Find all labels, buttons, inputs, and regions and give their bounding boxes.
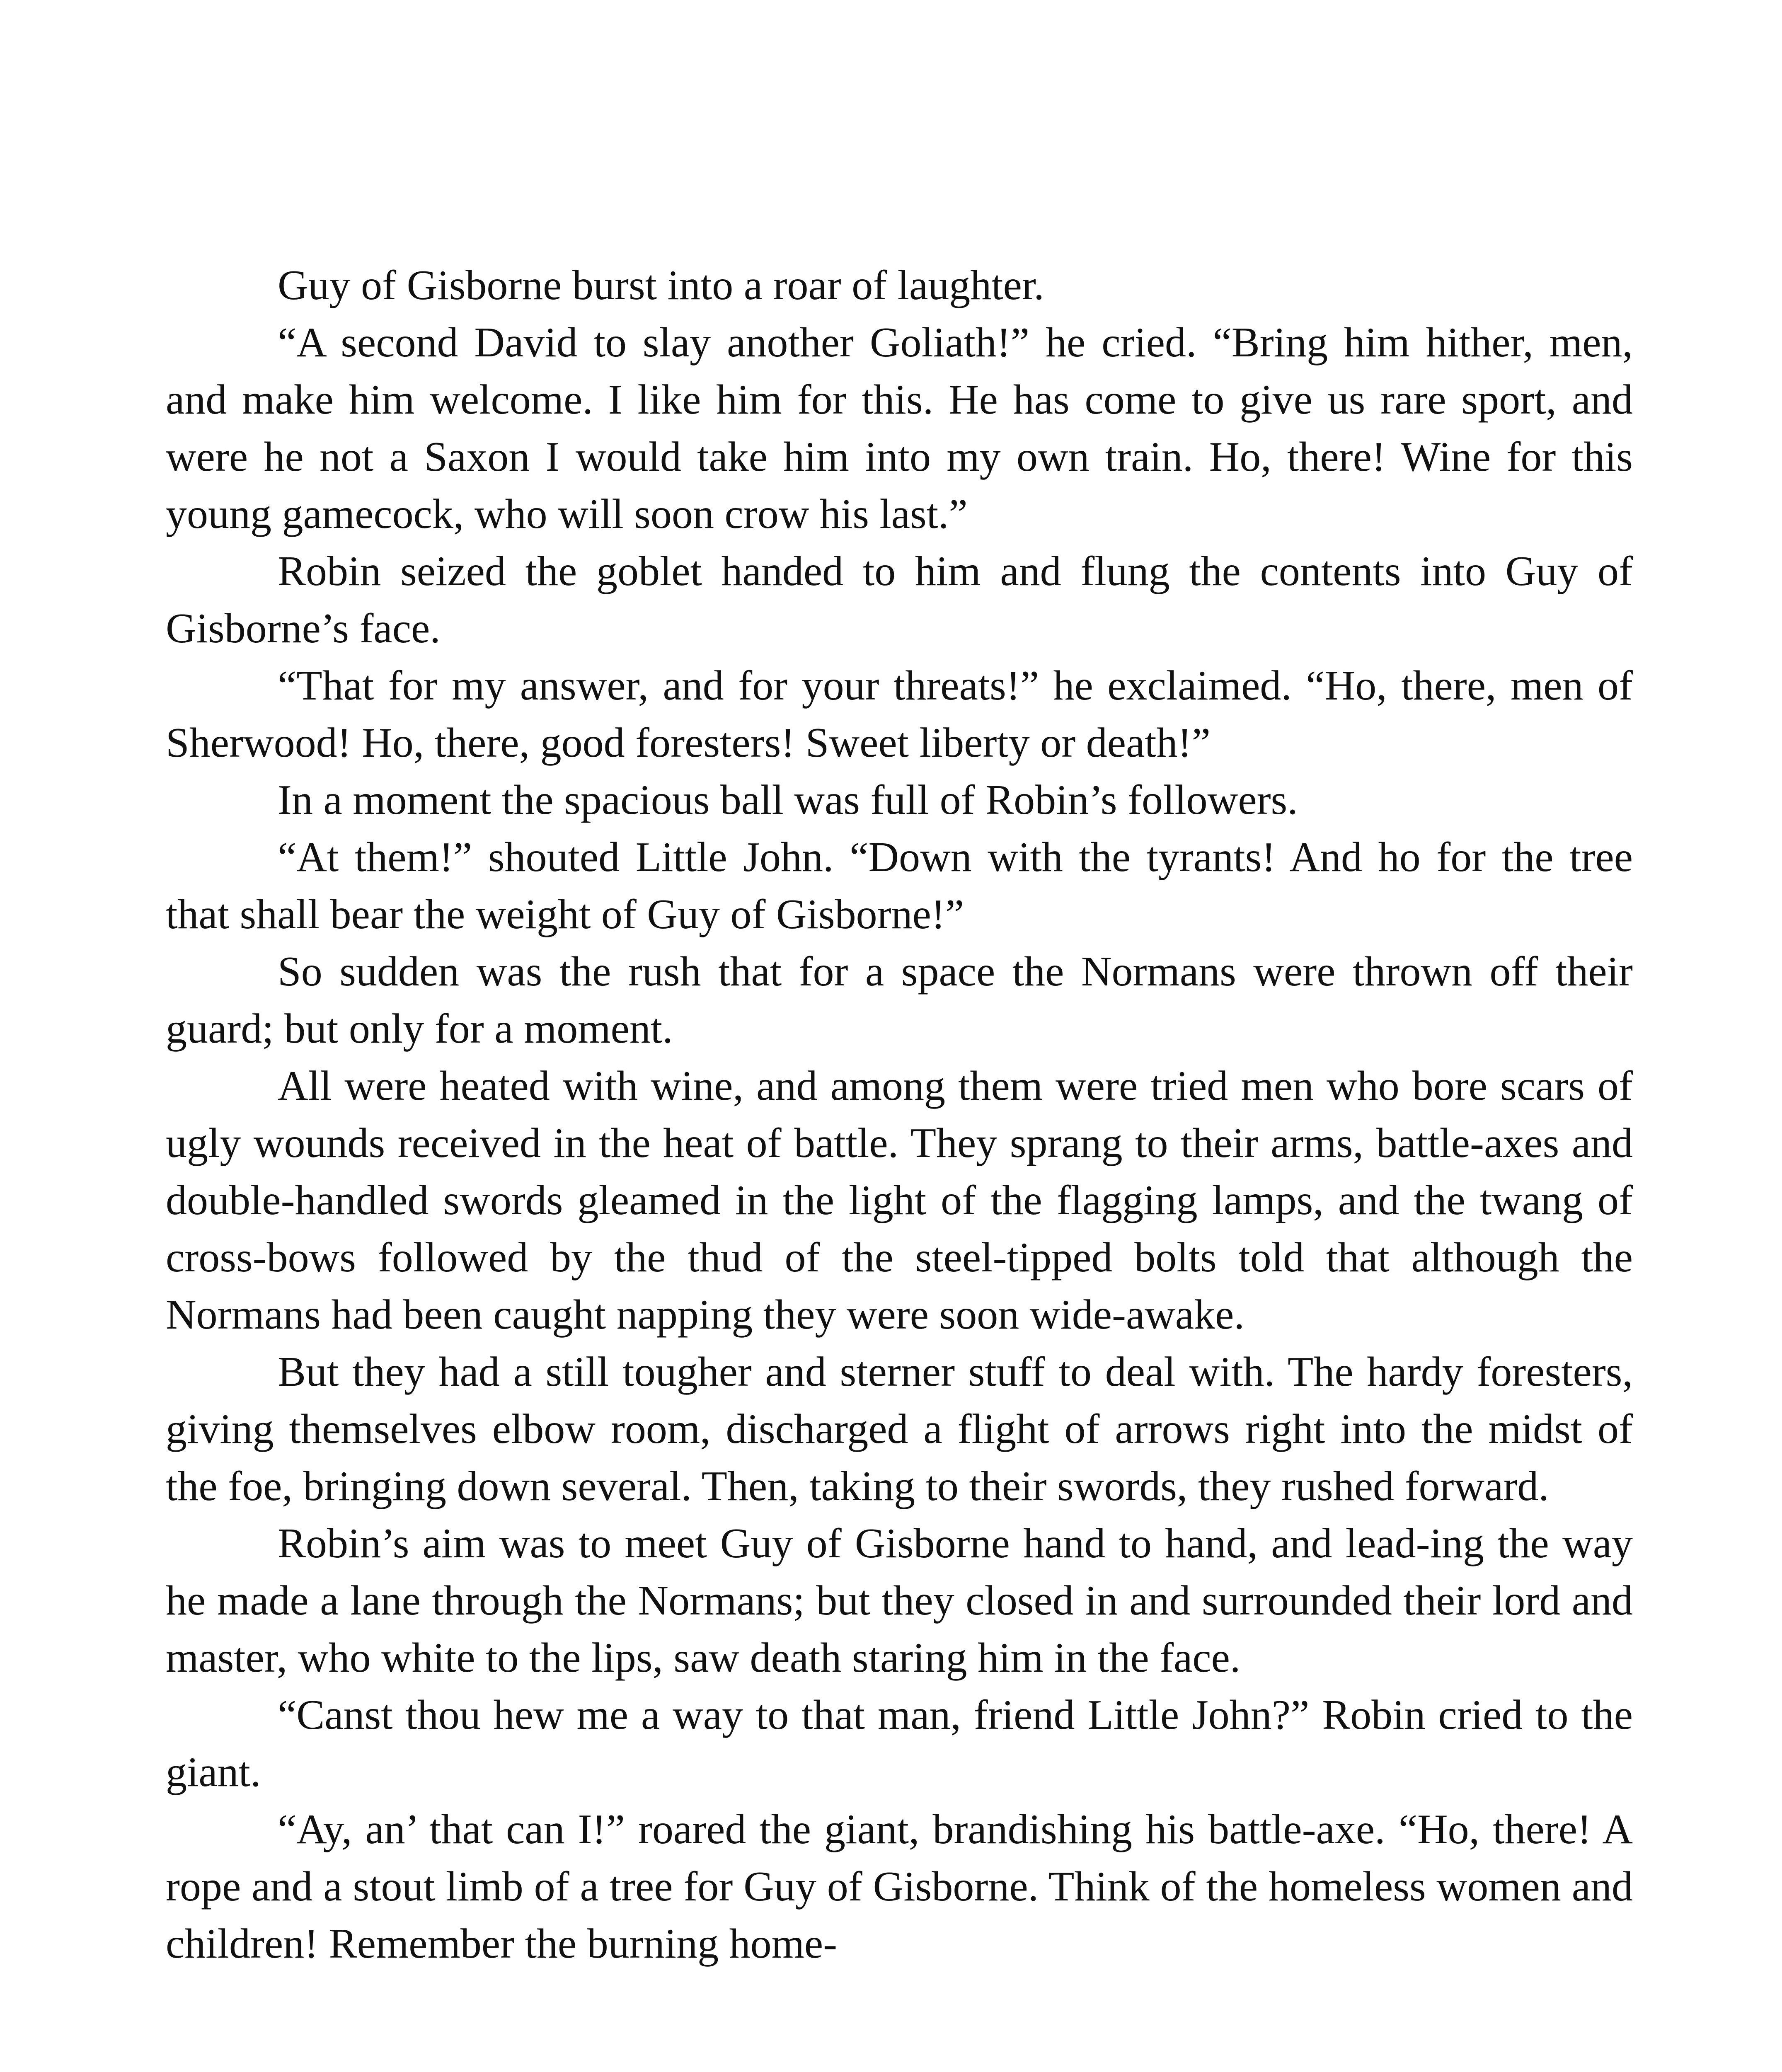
paragraph-8: All were heated with wine, and among them were tried men who bore scars of ugly wounds received in the heat of battle. They sprang to their arms, battle-axes and double-handled swords gleamed in the light of the flagging lamps, and the twang of cross-bows followed by the thud of the steel-tipped bolts told that although the Normans had been caught napping they were soon wide-awake. [166,1063,1633,1338]
body-text [166,257,1633,1973]
paragraph-5: In a moment the spacious ball was full of Robin’s followers. [278,777,1298,823]
paragraph-9: But they had a still tougher and sterner stuff to deal with. The hardy foresters, giving themselves elbow room, discharged a flight of arrows right into the midst of the foe, bringing down several. Then, taking to their swords, they rushed forward. [166,1348,1633,1510]
paragraph-12: “Ay, an’ that can I!” roared the giant, brandishing his battle-axe. “Ho, there! A rope and a stout limb of a tree for Guy of Gisborne. Think of the homeless women and children! Remember the burning home- [166,1806,1633,1967]
paragraph-3: Robin seized the goblet handed to him and flung the contents into Guy of Gisborne’s face. [166,548,1633,652]
paragraph-7: So sudden was the rush that for a space the Normans were thrown off their guard; but only for a moment. [166,948,1633,1052]
paragraph-10: Robin’s aim was to meet Guy of Gisborne hand to hand, and lead-ing the way he made a lane through the Normans; but they closed in and surrounded their lord and master, who white to the lips, saw death staring him in the face. [166,1520,1633,1681]
paragraph-4: “That for my answer, and for your threats!” he exclaimed. “Ho, there, men of Sherwood! Ho, there, good foresters! Sweet liberty or death!” [166,662,1633,766]
paragraph-2: “A second David to slay another Goliath!” he cried. “Bring him hither, men, and make him welcome. I like him for this. He has come to give us rare sport, and were he not a Saxon I would take him into my own train. Ho, there! Wine for this young gamecock, who will soon crow his last.” [166,319,1633,537]
paragraph-1: Guy of Gisborne burst into a roar of laughter. [278,262,1044,309]
paragraph-11: “Canst thou hew me a way to that man, friend Little John?” Robin cried to the giant. [166,1692,1633,1796]
paragraph-6: “At them!” shouted Little John. “Down with the tyrants! And ho for the tree that shall bear the weight of Guy of Gisborne!” [166,834,1633,938]
